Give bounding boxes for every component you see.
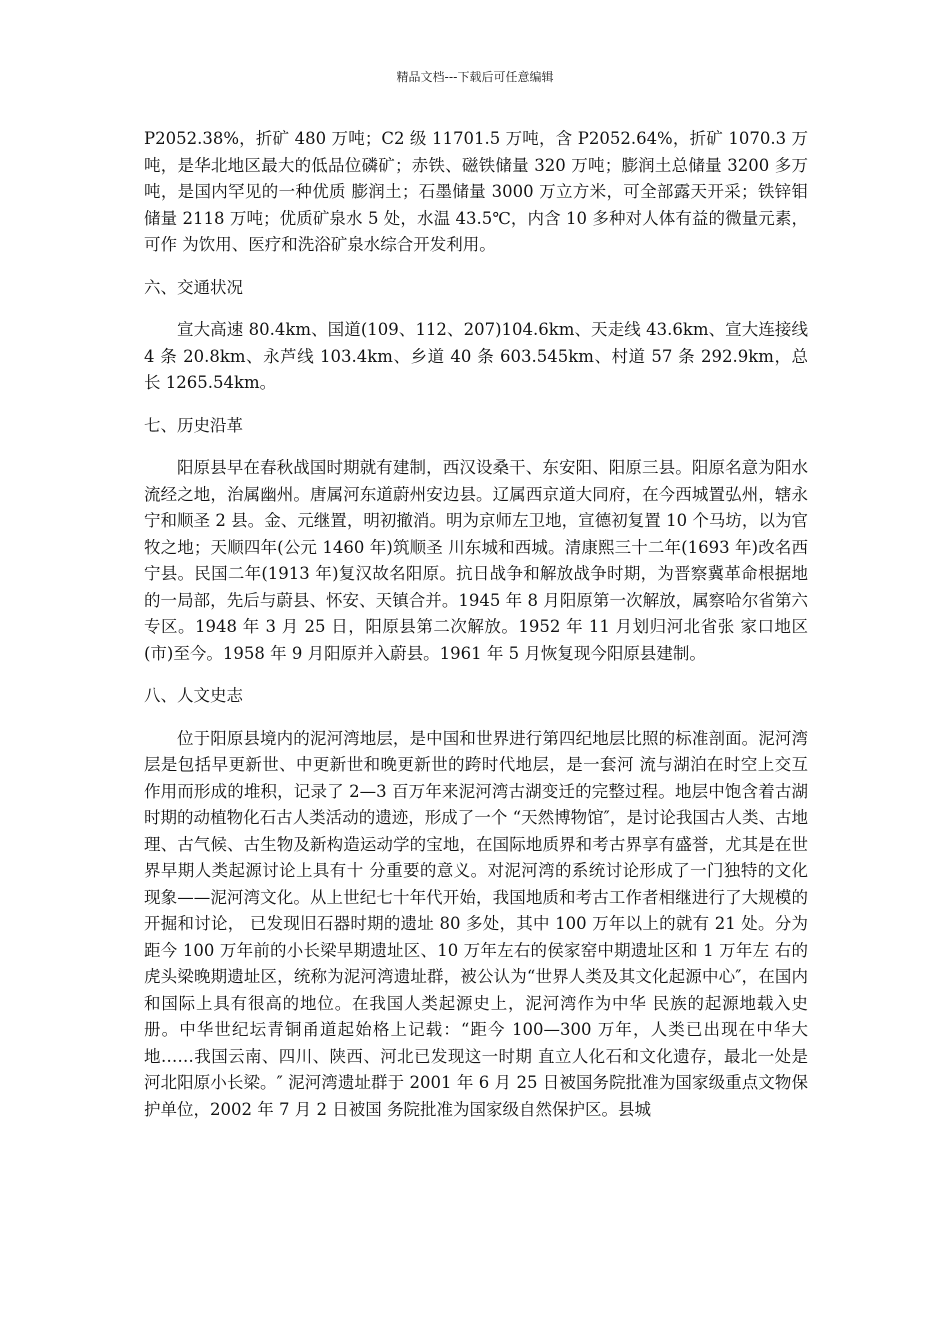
transport-paragraph: 宣大高速 80.4km、国道(109、112、207)104.6km、天走线 43.6km、宣大连接线 4 条 20.8km、永芦线 103.4km、乡道 40 条 603.545km、村道 57 条 292.9km，总长 1265.54km。 [144,320,808,392]
resources-continuation-paragraph: P2052.38%，折矿 480 万吨；C2 级 11701.5 万吨，含 P2052.64%，折矿 1070.3 万吨，是华北地区最大的低品位磷矿；赤铁、磁铁储量 320 万吨；膨润土总储量 3200 多万吨，是国内罕见的一种优质 膨润土；石墨储量 3000 万立方米，可全部露天开采；铁锌钼储量 2118 万吨；优质矿泉水 5 处，水温 43.5℃，内含 10 多种对人体有益的微量元素，可作 为饮用、医疗和洗浴矿泉水综合开发利用。 [144,129,808,254]
page-header: 精品文档---下载后可任意编辑 [396,70,554,84]
culture-paragraph: 位于阳原县境内的泥河湾地层，是中国和世界进行第四纪地层比照的标准剖面。泥河湾层是包括早更新世、中更新世和晚更新世的跨时代地层，是一套河 流与湖泊在时空上交互作用而形成的堆积，记录了 2—3 百万年来泥河湾古湖变迁的完整过程。地层中饱含着古湖时期的动植物化石古人类活动的遗迹，形成了一个 “天然博物馆″，是讨论我国古人类、古地理、古气候、古生物及新构造运动学的宝地，在国际地质界和考古界享有盛誉，尤其是在世界早期人类起源讨论上具有十 分重要的意义。对泥河湾的系统讨论形成了一门独特的文化现象——泥河湾文化。从上世纪七十年代开始，我国地质和考古工作者相继进行了大规模的开掘和讨论， 已发现旧石器时期的遗址 80 多处，其中 100 万年以上的就有 21 处。分为距今 100 万年前的小长梁早期遗址区、10 万年左右的侯家窑中期遗址区和 1 万年左 右的虎头梁晚期遗址区，统称为泥河湾遗址群，被公认为“世界人类及其文化起源中心″，在国内和国际上具有很高的地位。在我国人类起源史上，泥河湾作为中华 民族的起源地载入史册。中华世纪坛青铜甬道起始格上记载：“距今 100—300 万年，人类已出现在中华大地……我国云南、四川、陕西、河北已发现这一时期 直立人化石和文化遗存，最北一处是河北阳原小长梁。″ 泥河湾遗址群于 2001 年 6 月 25 日被国务院批准为国家级重点文物保护单位，2002 年 7 月 2 日被国 务院批准为国家级自然保护区。县城 [144,728,808,1119]
history-paragraph: 阳原县早在春秋战国时期就有建制，西汉设桑干、东安阳、阳原三县。阳原名意为阳水流经之地，治属幽州。唐属河东道蔚州安边县。辽属西京道大同府，在今西城置弘州，辖永宁和顺圣 2 县。金、元继置，明初撤消。明为京师左卫地，宣德初复置 10 个马坊，以为官牧之地；天顺四年(公元 1460 年)筑顺圣 川东城和西城。清康熙三十二年(1693 年)改名西宁县。民国二年(1913 年)复汉故名阳原。抗日战争和解放战争时期，为晋察冀革命根据地的一局部，先后与蔚县、怀安、天镇合并。1945 年 8 月阳原第一次解放，属察哈尔省第六专区。1948 年 3 月 25 日，阳原县第二次解放。1952 年 11 月划归河北省张 家口地区(市)至今。1958 年 9 月阳原并入蔚县。1961 年 5 月恢复现今阳原县建制。 [144,458,808,663]
section-heading-culture: 八、人文史志 [144,686,243,705]
document-body [144,126,808,1123]
section-heading-transport: 六、交通状况 [144,277,243,297]
section-heading-history: 七、历史沿革 [144,415,243,435]
